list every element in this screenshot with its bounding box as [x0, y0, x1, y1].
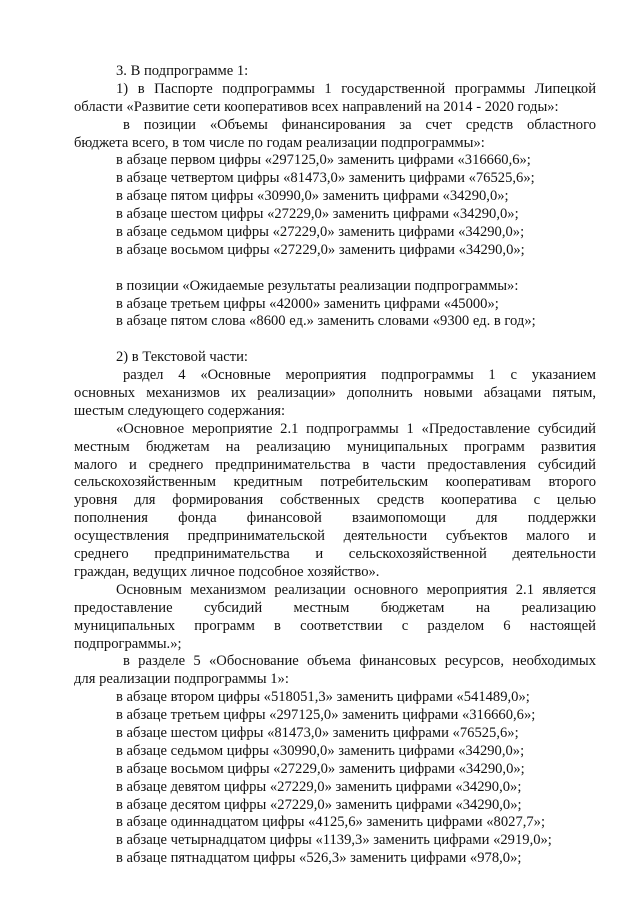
text-line: в абзаце седьмом цифры «30990,0» заменить цифрами «34290,0»; [116, 742, 525, 759]
text-line: в абзаце четвертом цифры «81473,0» заменить цифрами «76525,6»; [116, 170, 535, 187]
text-line: подпрограммы.»; [74, 635, 182, 652]
text-line: в абзаце восьмом цифры «27229,0» заменить цифрами «34290,0»; [116, 760, 525, 777]
text-line: осуществления предпринимательской деятельности субъектов малого и [74, 528, 596, 545]
text-line: граждан, ведущих личное подсобное хозяйство». [74, 563, 380, 580]
text-line: 1) в Паспорте подпрограммы 1 государственной программы Липецкой [116, 80, 596, 97]
text-line: в разделе 5 «Обоснование объема финансовых ресурсов, необходимых [123, 653, 596, 670]
text-line: основных механизмов их реализации» дополнить новыми абзацами пятым, [74, 385, 596, 402]
text-line: в абзаце пятнадцатом цифры «526,3» заменить цифрами «978,0»; [116, 850, 522, 867]
text-line: для реализации подпрограммы 1»: [74, 671, 289, 688]
text-line: «Основное мероприятие 2.1 подпрограммы 1 «Предоставление субсидий [116, 420, 596, 437]
text-line: в абзаце шестом цифры «81473,0» заменить цифрами «76525,6»; [116, 724, 519, 741]
text-line: в позиции «Объемы финансирования за счет средств областного [123, 116, 596, 133]
text-line: бюджета всего, в том числе по годам реализации подпрограммы»: [74, 134, 485, 151]
text-line: раздел 4 «Основные мероприятия подпрограммы 1 с указанием [123, 367, 596, 384]
text-line: в абзаце втором цифры «518051,3» заменить цифрами «541489,0»; [116, 689, 530, 706]
text-line: шестым следующего содержания: [74, 402, 286, 419]
text-line: в абзаце одиннадцатом цифры «4125,6» заменить цифрами «8027,7»; [116, 814, 546, 831]
text-line: области «Развитие сети кооперативов всех направлений на 2014 - 2020 годы»: [74, 98, 559, 115]
text-line: 2) в Текстовой части: [116, 349, 248, 366]
text-line: в абзаце пятом цифры «30990,0» заменить цифрами «34290,0»; [116, 188, 509, 205]
text-line: в абзаце седьмом цифры «27229,0» заменить цифрами «34290,0»; [116, 224, 525, 241]
section-heading: 3. В подпрограмме 1: [116, 63, 249, 79]
text-line: уровня для формирования собственных средств кооператива с целью [74, 492, 596, 509]
text-line: в абзаце шестом цифры «27229,0» заменить цифрами «34290,0»; [116, 206, 519, 223]
text-line: в абзаце первом цифры «297125,0» заменить цифрами «316660,6»; [116, 152, 531, 169]
text-line: муниципальных программ в соответствии с разделом 6 настоящей [74, 617, 596, 634]
text-line: в абзаце девятом цифры «27229,0» заменить цифрами «34290,0»; [116, 778, 522, 795]
text-line: в абзаце третьем цифры «297125,0» заменить цифрами «316660,6»; [116, 707, 536, 724]
text-line: предоставление субсидий местным бюджетам на реализацию [74, 599, 596, 616]
text-line: в абзаце четырнадцатом цифры «1139,3» заменить цифрами «2919,0»; [116, 832, 552, 849]
blank-line [116, 331, 596, 349]
text-line: в абзаце восьмом цифры «27229,0» заменить цифрами «34290,0»; [116, 241, 525, 258]
text-line: малого и среднего предпринимательства в части предоставления субсидий [74, 456, 596, 473]
text-line: Основным механизмом реализации основного мероприятия 2.1 является [116, 581, 596, 598]
text-line: пополнения фонда финансовой взаимопомощи для поддержки [74, 510, 596, 527]
text-line: в позиции «Ожидаемые результаты реализации подпрограммы»: [116, 277, 519, 294]
blank-line [116, 260, 596, 278]
text-line: местным бюджетам на реализацию муниципальных программ развития [74, 438, 596, 455]
text-line: сельскохозяйственным кредитным потребительским кооперативам второго [74, 474, 596, 491]
text-line: в абзаце пятом слова «8600 ед.» заменить словами «9300 ед. в год»; [116, 313, 536, 330]
text-line: в абзаце десятом цифры «27229,0» заменить цифрами «34290,0»; [116, 796, 522, 813]
text-line: в абзаце третьем цифры «42000» заменить цифрами «45000»; [116, 295, 499, 312]
text-line: среднего предпринимательства и сельскохозяйственной деятельности [74, 546, 596, 563]
document-body [74, 63, 596, 868]
